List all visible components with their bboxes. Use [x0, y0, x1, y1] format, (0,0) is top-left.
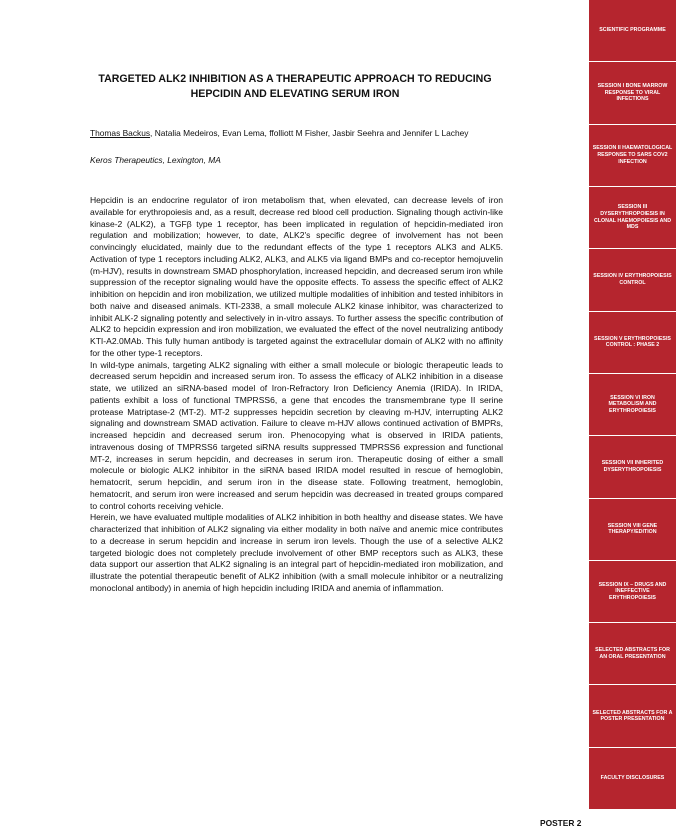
first-author: Thomas Backus	[90, 128, 151, 138]
sidebar-item-session-7[interactable]: SESSION VII INHERITED DYSERYTHROPOIESIS	[589, 436, 676, 498]
sidebar-item-session-6[interactable]: SESSION VI IRON METABOLISM AND ERYTHROPOIESIS	[589, 374, 676, 436]
other-authors: , Natalia Medeiros, Evan Lema, ffolliott M Fisher, Jasbir Seehra and Jennifer L Lachey	[150, 128, 469, 138]
sidebar-item-session-2[interactable]: SESSION II HAEMATOLOGICAL RESPONSE TO SARS COV2 INFECTION	[589, 125, 676, 187]
sidebar-item-session-8[interactable]: SESSION VIII GENE THERAPY/EDITION	[589, 499, 676, 561]
sidebar-item-oral-abstracts[interactable]: SELECTED ABSTRACTS FOR AN ORAL PRESENTATION	[589, 623, 676, 685]
abstract-body	[90, 195, 503, 595]
sidebar-item-session-1[interactable]: SESSION I BONE MARROW RESPONSE TO VIRAL INFECTIONS	[589, 62, 676, 124]
sidebar-item-poster-abstracts[interactable]: SELECTED ABSTRACTS FOR A POSTER PRESENTATION	[589, 685, 676, 747]
affiliation: Keros Therapeutics, Lexington, MA	[90, 155, 221, 165]
sidebar-item-session-5[interactable]: SESSION V ERYTHROPOIESIS CONTROL : PHASE 2	[589, 312, 676, 374]
abstract-title: TARGETED ALK2 INHIBITION AS A THERAPEUTIC APPROACH TO REDUCING HEPCIDIN AND ELEVATING SERUM IRON	[98, 73, 492, 100]
author-list	[90, 128, 520, 139]
sidebar-item-faculty-disclosures[interactable]: FACULTY DISCLOSURES	[589, 748, 676, 810]
paragraph-2: In wild-type animals, targeting ALK2 signaling with either a small molecule or biologic therapeutic leads to decreased serum hepcidin and increased serum iron. To assess the efficacy of ALK2 inhibition in a disease state, we utilized an siRNA-based model of Iron-Refractory Iron Deficiency Anemia (IRIDA). In IRIDA, patients exhibit a loss of functional TMPRSS6, a gene that encodes the transmembrane type II serine protease Matriptase-2 (MT-2). MT-2 suppresses hepcidin secretion by cleaving m-HJV, interrupting ALK2 signaling and downstream SMAD activation. Failure to cleave m-HJV allows continued activation of BMPRs, increased hepcidin and decreased serum iron. Phenocopying what is observed in IRIDA patients, intravenous dosing of TMPRSS6 targeted siRNA results suppressed TMPRSS6 expression and functional MT-2, increases in serum hepcidin, and decreases in serum iron. Therapeutic dosing of either a small molecule or biologic ALK2 inhibitor in the siRNA based IRIDA model resulted in rescue of hemoglobin, hematocrit, serum hepcidin, and serum iron in the disease state. Following treatment, hemoglobin, hematocrit, and serum iron were increased and serum hepcidin was decreased in treated groups compared to control cohorts receiving vehicle.	[90, 359, 503, 511]
sidebar-item-scientific-programme[interactable]: SCIENTIFIC PROGRAMME	[589, 0, 676, 62]
session-sidebar	[589, 0, 676, 810]
paragraph-1: Hepcidin is an endocrine regulator of iron metabolism that, when elevated, can decrease levels of iron available for erythropoiesis and, as a result, decrease red blood cell production. Signaling though activin-like kinase-2 (ALK2), a TGFβ type 1 receptor, has been implicated in regulation of hepcidin-mediated iron regulation and mobilization; however, to date, ALK2's specific degree of involvement has not been convincingly elucidated, mainly due to the redundant effects of the type 1 receptors ALK3 and ALK5. Activation of type 1 receptors including ALK2, ALK3, and ALK5 via ligand BMPs and co-receptor hemojuvelin (m-HJV), results in downstream SMAD phosphorylation, increased hepcidin, and decreased serum iron while suppression of the receptor signaling would have the opposite effects. To assess the specific effect of ALK2 inhibition on hepcidin and iron mobilization, we utilized multiple modalities of inhibition and tested inhibitors in both naive and diseased animals. KTI-2338, a small molecule ALK2 kinase inhibitor, was characterized to inhibit ALK-2 signaling potently and selectively in in-vitro assays. To further assess the specific contribution of ALK2 to hepcidin expression and iron mobilization, we evaluated the effect of the novel neutralizing antibody KTI-A2.0MAb. This fully human antibody is targeted against the extracellular domain of ALK2 with no affinity for the other type-1 receptors.	[90, 195, 503, 358]
paragraph-3: Herein, we have evaluated multiple modalities of ALK2 inhibition in both healthy and disease states. We have characterized that inhibition of ALK2 signaling via either modality in both naïve and anemic mice contributes to a decrease in serum hepcidin and increase in serum iron levels. Though the use of a selective ALK2 targeted biologic does not completely preclude involvement of other BMP receptors such as ALK3, these data support our assertion that ALK2 signaling is an integral part of hepcidin-mediated iron mobilization, and illustrate the potential therapeutic benefit of ALK2 inhibition (with a small molecule inhibitor or a neutralizing monoclonal antibody) in anemia of high hepcidin including IRIDA and anemia of inflammation.	[90, 512, 503, 593]
sidebar-item-session-9[interactable]: SESSION IX – DRUGS AND INEFFECTIVE ERYTHROPOIESIS	[589, 561, 676, 623]
sidebar-item-session-3[interactable]: SESSION III DYSERYTHROPOIESIS IN CLONAL HAEMOPOIESIS AND MDS	[589, 187, 676, 249]
sidebar-item-session-4[interactable]: SESSION IV ERYTHROPOIESIS CONTROL	[589, 249, 676, 311]
poster-number-label: POSTER 2	[540, 818, 582, 828]
